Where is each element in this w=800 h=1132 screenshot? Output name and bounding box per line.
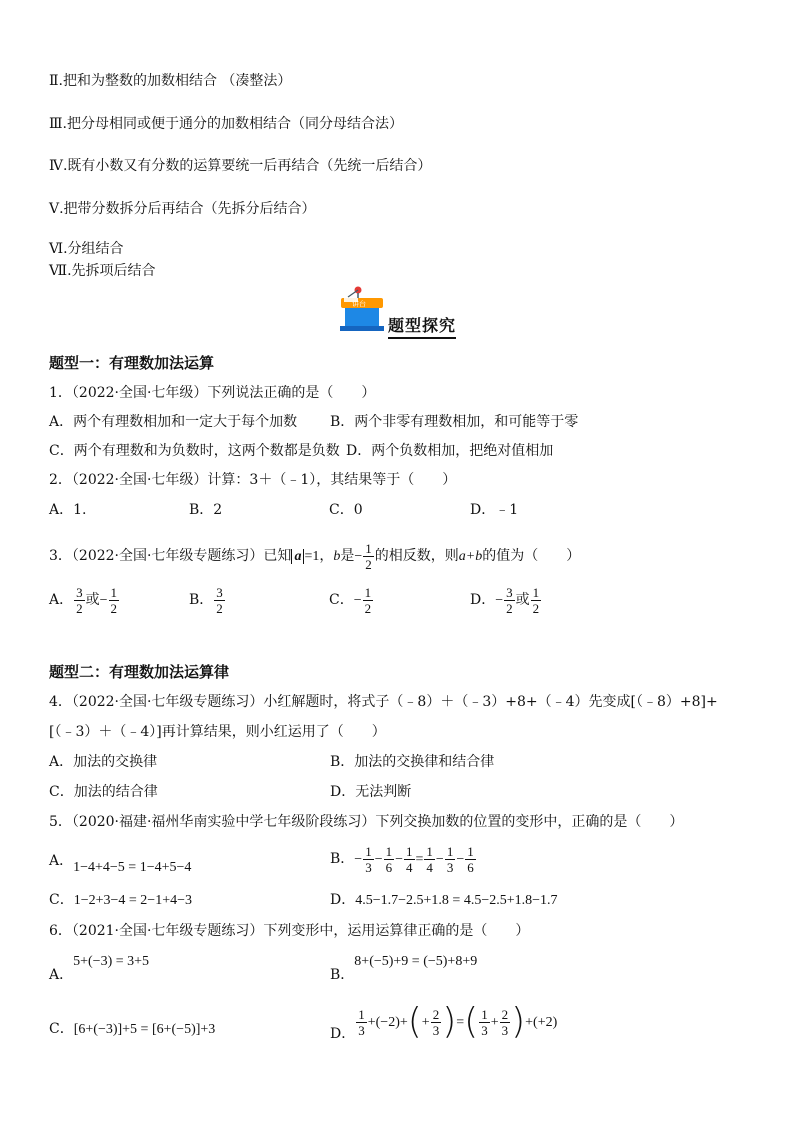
q3-option-a: A． $\frac{3}{2}$ 或− $\frac{1}{2}$ — [49, 584, 118, 616]
method-6: Ⅵ.分组结合 — [49, 241, 124, 257]
q4-option-d: D．无法判断 — [330, 784, 412, 800]
q4-stem-line1: 4．（2022·全国·七年级专题练习）小红解题时，将式子（﹣8）＋（﹣3）+8+（﹣4）先变成[（﹣8）+8]+ — [49, 694, 718, 710]
q2-option-a: A．1. — [49, 502, 87, 518]
section-title-1: 题型一：有理数加法运算 — [49, 354, 215, 372]
q5-option-d: D．4.5−1.7−2.5+1.8 = 4.5−2.5+1.8−1.7 — [330, 892, 558, 908]
section-banner — [336, 283, 466, 337]
q2-option-b: B．2 — [189, 502, 223, 518]
q5-stem: 5．（2020·福建·福州华南实验中学七年级阶段练习）下列交换加数的位置的变形中，正确的是（ ） — [49, 814, 684, 830]
q3-option-c: C．− $\frac{1}{2}$ — [329, 584, 372, 616]
q4-option-a: A．加法的交换律 — [49, 754, 158, 770]
q5-option-a: A．1−4+4−5 = 1−4+5−4 — [49, 853, 192, 875]
q6-option-c: C．[6+(−3)]+5 = [6+(−5)]+3 — [49, 1021, 216, 1037]
q1-stem: 1．（2022·全国·七年级）下列说法正确的是（ ） — [49, 385, 376, 401]
method-4: Ⅳ.既有小数又有分数的运算要统一后再结合（先统一后结合） — [49, 158, 432, 174]
q1-option-a: A．两个有理数相加和一定大于每个加数 — [49, 414, 298, 430]
q3-stem: 3．（2022·全国·七年级专题练习）已知 a =1，b是− $\frac{1}{2}$ 的相反数，则a+b的值为（ ） — [49, 540, 581, 572]
banner-title: 题型探究 — [388, 313, 456, 339]
q6-option-b: B．8+(−5)+9 = (−5)+8+9 — [330, 954, 478, 983]
q3-option-b: B． $\frac{3}{2}$ — [189, 584, 223, 616]
method-2: Ⅱ.把和为整数的加数相结合 （凑整法） — [49, 73, 292, 89]
q4-stem-line2: [（﹣3）＋（﹣4）]再计算结果，则小红运用了（ ） — [49, 724, 386, 740]
q2-option-d: D．﹣1 — [470, 502, 519, 518]
q4-option-b: B．加法的交换律和结合律 — [330, 754, 495, 770]
podium-tag: 讲台 — [352, 300, 366, 308]
method-3: Ⅲ.把分母相同或便于通分的加数相结合（同分母结合法） — [49, 116, 403, 132]
method-7: Ⅶ.先拆项后结合 — [49, 263, 156, 279]
q1-option-c: C．两个有理数和为负数时，这两个数都是负数 — [49, 443, 340, 459]
method-5: Ⅴ.把带分数拆分后再结合（先拆分后结合） — [49, 201, 316, 217]
q3-option-d: D．− $\frac{3}{2}$ 或 $\frac{1}{2}$ — [470, 584, 540, 616]
q2-stem: 2．（2022·全国·七年级）计算：3＋（﹣1），其结果等于（ ） — [49, 472, 457, 488]
q5-option-b: B．− $\frac{1}{3}$ − $\frac{1}{6}$ − $\frac{1}{4}$ = $\frac{1}{4}$ − $\frac{1}{3}$ − $\frac{1}{6}$ — [330, 843, 474, 875]
q1-option-d: D．两个负数相加，把绝对值相加 — [346, 443, 554, 459]
podium-icon — [336, 283, 388, 335]
q2-option-c: C．0 — [329, 502, 363, 518]
q5-option-c: C．1−2+3−4 = 2−1+4−3 — [49, 892, 192, 908]
q6-stem: 6．（2021·全国·七年级专题练习）下列变形中，运用运算律正确的是（ ） — [49, 923, 530, 939]
q6-option-d: D． $\frac{1}{3}$ +(−2)+(+ $\frac{2}{3}$ )=( $\frac{1}{3}$ + $\frac{2}{3}$ )+(+2) — [330, 1001, 558, 1042]
section-title-2: 题型二：有理数加法运算律 — [49, 663, 230, 681]
q4-option-c: C．加法的结合律 — [49, 784, 158, 800]
q6-option-a: A．5+(−3) = 3+5 — [49, 954, 150, 983]
q1-option-b: B．两个非零有理数相加，和可能等于零 — [330, 414, 579, 430]
